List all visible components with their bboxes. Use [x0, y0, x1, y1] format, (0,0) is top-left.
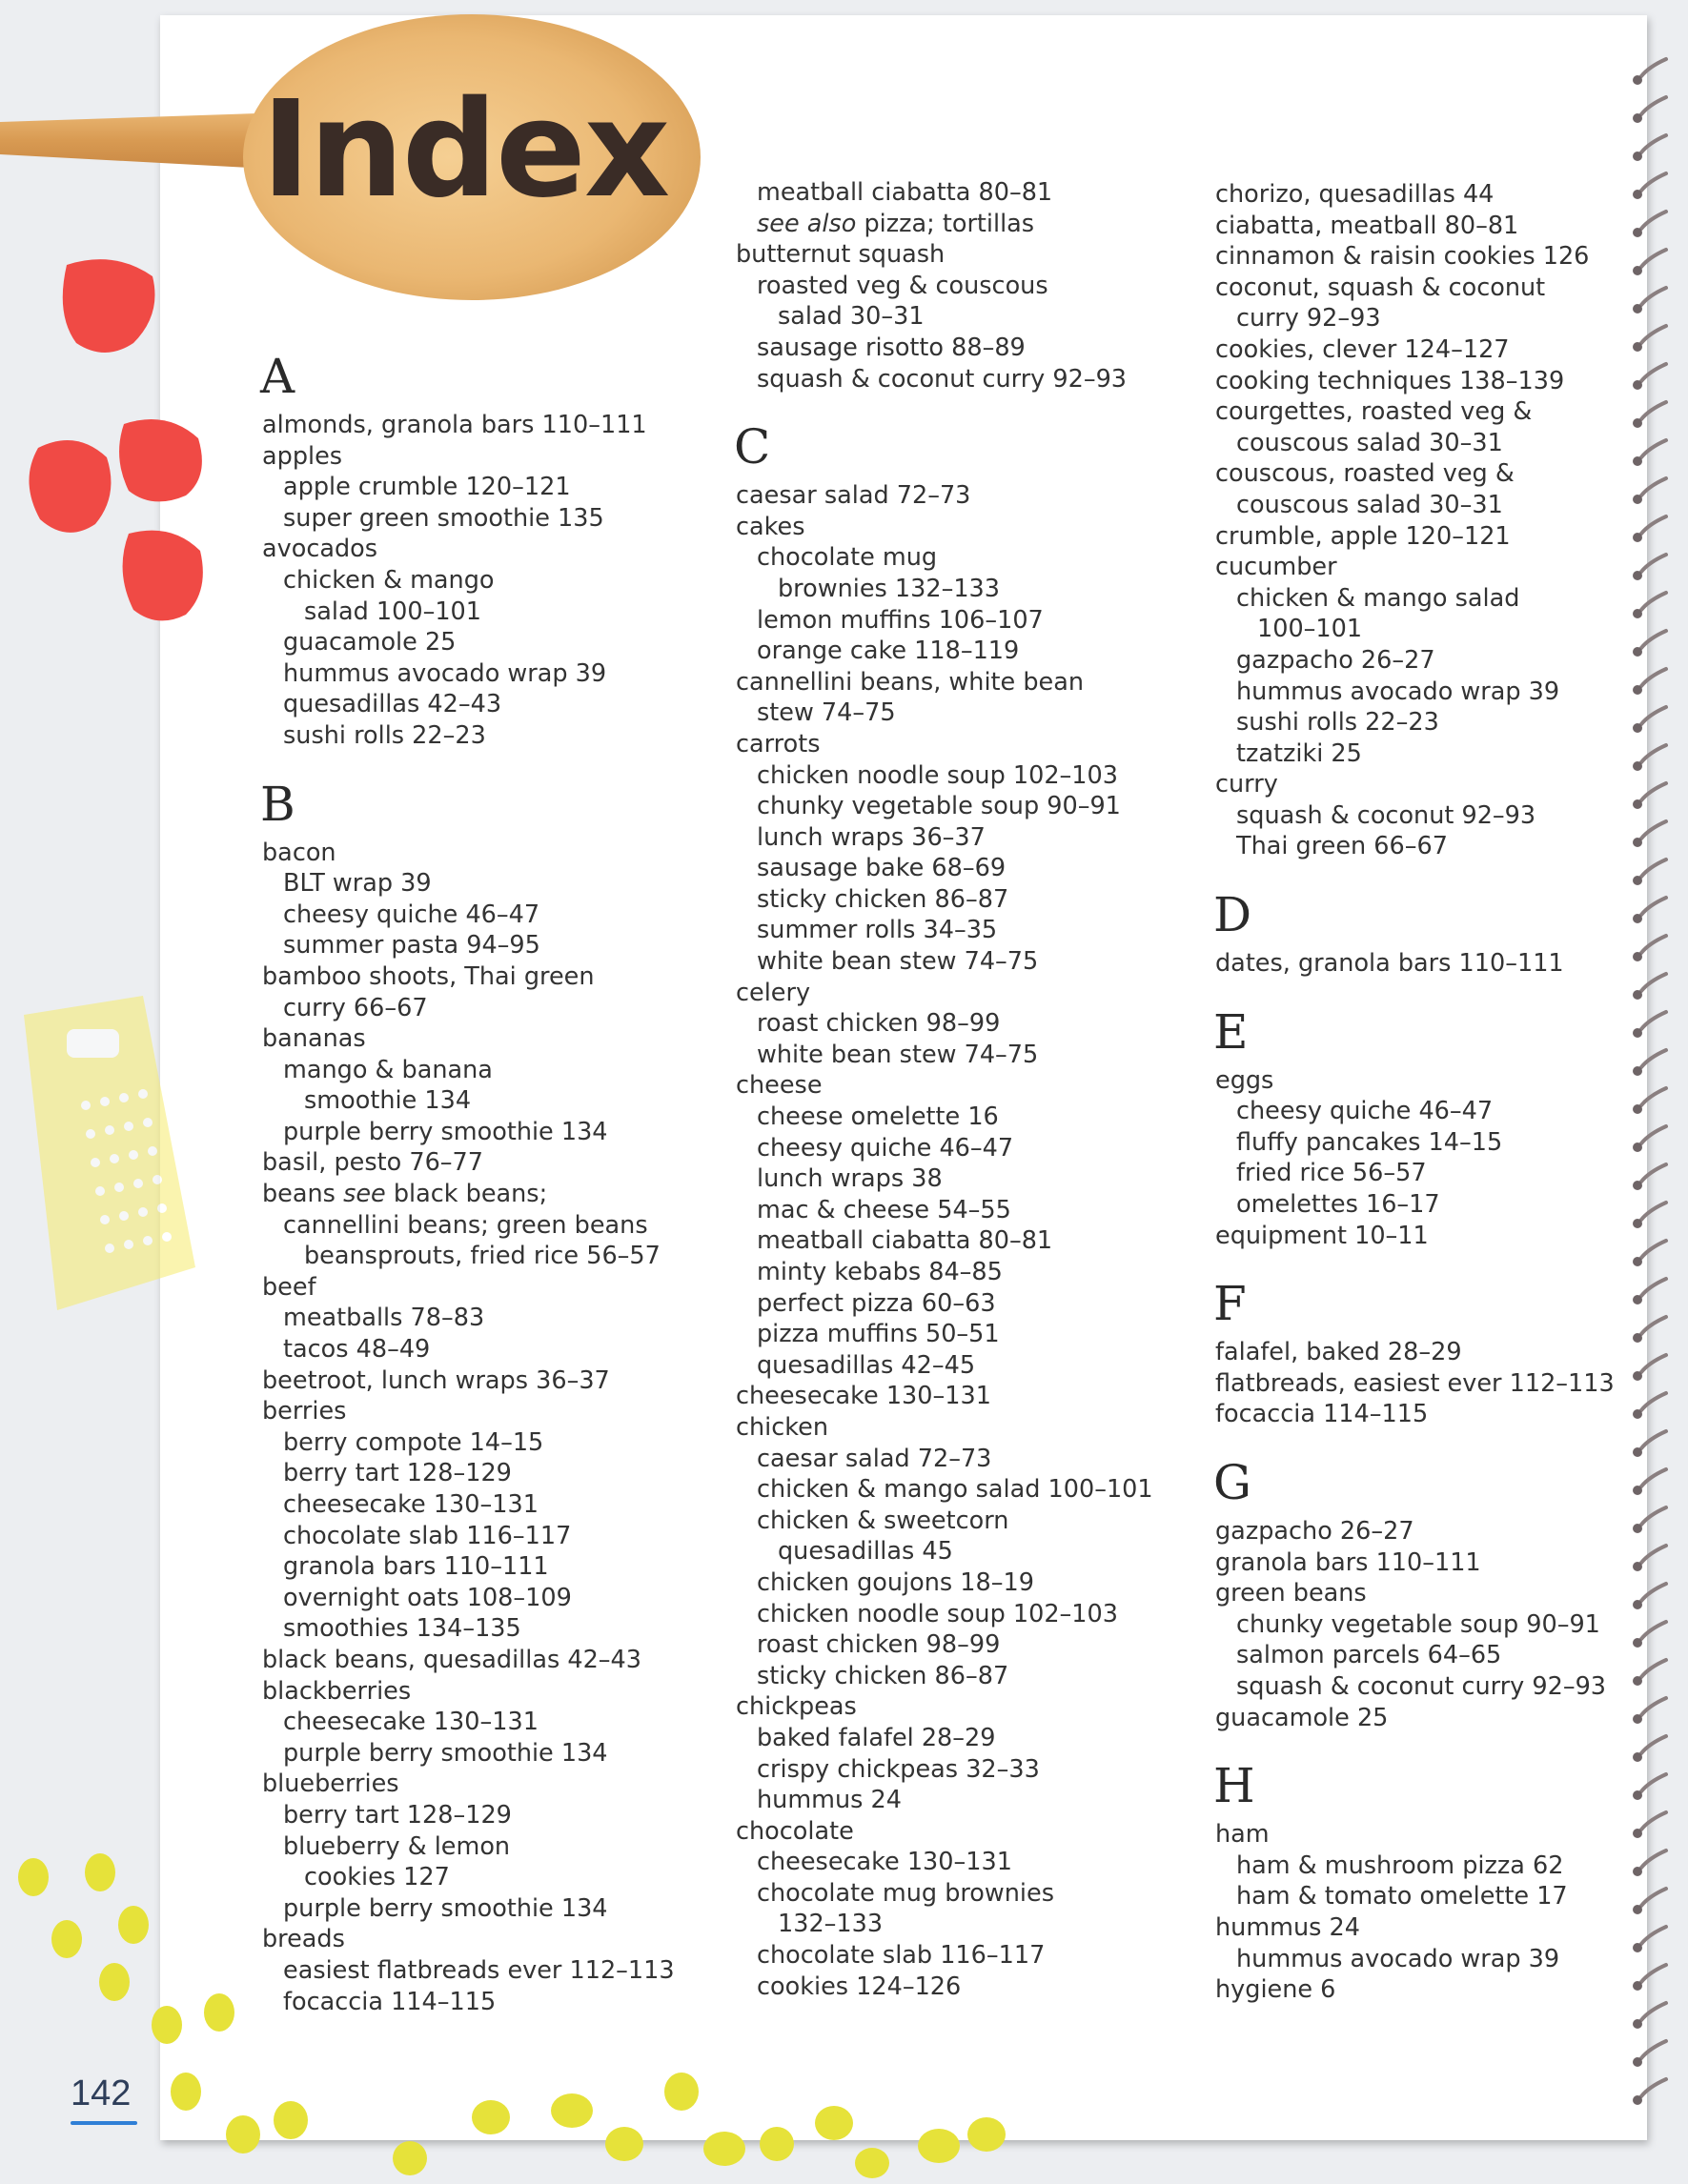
- index-entry: fluffy pancakes 14–15: [1236, 1127, 1503, 1157]
- index-entry: crispy chickpeas 32–33: [757, 1754, 1040, 1784]
- index-entry: coconut, squash & coconut: [1215, 273, 1546, 302]
- index-entry: bacon: [262, 838, 336, 867]
- index-entry: curry: [1215, 770, 1278, 799]
- index-entry: [736, 209, 1184, 240]
- index-entry: hummus 24: [757, 1786, 903, 1815]
- index-entry: brownies 132–133: [778, 574, 1000, 603]
- index-column-3: [1215, 179, 1616, 2006]
- index-entry: focaccia 114–115: [1215, 1400, 1429, 1429]
- index-entry: roast chicken 98–99: [757, 1630, 1001, 1660]
- index-entry: cakes: [736, 512, 805, 541]
- index-entry: butternut squash: [736, 240, 946, 270]
- index-entry: focaccia 114–115: [283, 1987, 497, 2016]
- index-column-1: [260, 349, 681, 2017]
- page-number-underline: [71, 2121, 137, 2125]
- index-entry: smoothie 134: [304, 1086, 472, 1116]
- index-entry: sushi rolls 22–23: [1236, 708, 1439, 738]
- index-entry: hummus 24: [1215, 1912, 1361, 1942]
- index-entry: cheesecake 130–131: [283, 1490, 539, 1519]
- index-entry: dates, granola bars 110–111: [1215, 949, 1564, 979]
- index-entry: equipment 10–11: [1215, 1221, 1429, 1250]
- index-column-2: [736, 177, 1184, 2002]
- index-entry: BLT wrap 39: [283, 869, 432, 899]
- index-entry: granola bars 110–111: [283, 1552, 549, 1582]
- index-entry: curry 66–67: [283, 993, 428, 1022]
- index-entry: 100–101: [1257, 615, 1363, 644]
- index-entry: cookies 124–126: [757, 1972, 962, 2001]
- index-entry: perfect pizza 60–63: [757, 1288, 996, 1318]
- grater-icon: [24, 996, 195, 1310]
- section-letter-g: G: [1213, 1455, 1251, 1510]
- index-entry: chocolate slab 116–117: [757, 1941, 1046, 1971]
- index-entry: beansprouts, fried rice 56–57: [304, 1242, 661, 1271]
- index-entry: bamboo shoots, Thai green: [262, 961, 595, 991]
- index-entry: hummus avocado wrap 39: [1236, 677, 1560, 706]
- index-entry: crumble, apple 120–121: [1215, 521, 1511, 551]
- index-entry: ham & tomato omelette 17: [1236, 1882, 1568, 1911]
- index-entry: cannellini beans; green beans: [283, 1210, 648, 1240]
- index-entry: roast chicken 98–99: [757, 1009, 1001, 1039]
- index-entry: purple berry smoothie 134: [283, 1893, 608, 1923]
- index-entry: cheesecake 130–131: [736, 1382, 991, 1411]
- index-entry: gazpacho 26–27: [1215, 1517, 1414, 1546]
- index-entry: guacamole 25: [283, 628, 457, 657]
- index-entry: chocolate: [736, 1816, 854, 1846]
- index-entry: stew 74–75: [757, 698, 896, 728]
- index-entry: cheese omelette 16: [757, 1102, 999, 1132]
- index-entry: cucumber: [1215, 553, 1337, 582]
- index-entry: chicken & mango salad: [1236, 583, 1520, 613]
- index-entry: carrots: [736, 729, 821, 758]
- index-entry: lemon muffins 106–107: [757, 605, 1044, 635]
- index-entry: basil, pesto 76–77: [262, 1148, 483, 1178]
- index-entry: cheesy quiche 46–47: [1236, 1097, 1494, 1126]
- index-entry: chicken & sweetcorn: [757, 1506, 1009, 1535]
- index-entry: blueberry & lemon: [283, 1831, 511, 1861]
- index-entry: summer pasta 94–95: [283, 931, 540, 961]
- index-entry: super green smoothie 135: [283, 503, 604, 533]
- index-entry: ham & mushroom pizza 62: [1236, 1850, 1564, 1880]
- index-entry: omelettes 16–17: [1236, 1190, 1440, 1220]
- index-entry: orange cake 118–119: [757, 637, 1020, 666]
- index-entry: cheesecake 130–131: [757, 1848, 1012, 1877]
- index-entry: falafel, baked 28–29: [1215, 1338, 1462, 1367]
- index-entry: blackberries: [262, 1676, 412, 1706]
- index-entry: squash & coconut curry 92–93: [1236, 1671, 1607, 1701]
- entry-term: beans: [262, 1180, 344, 1209]
- index-entry: salad 30–31: [778, 302, 925, 332]
- index-entry: avocados: [262, 535, 378, 564]
- index-entry: tacos 48–49: [283, 1335, 431, 1365]
- index-entry: caesar salad 72–73: [757, 1444, 992, 1473]
- index-entry: green beans: [1215, 1579, 1367, 1608]
- index-entry: purple berry smoothie 134: [283, 1117, 608, 1146]
- see-reference: see: [343, 1180, 386, 1209]
- section-letter-e: E: [1213, 1003, 1249, 1060]
- index-entry: chicken & mango salad 100–101: [757, 1475, 1153, 1505]
- index-entry: chunky vegetable soup 90–91: [757, 792, 1121, 821]
- index-entry: chunky vegetable soup 90–91: [1236, 1609, 1600, 1639]
- index-entry: lunch wraps 36–37: [757, 822, 986, 852]
- index-entry: sticky chicken 86–87: [757, 1661, 1009, 1690]
- index-entry: sticky chicken 86–87: [757, 884, 1009, 914]
- index-entry: cookies, clever 124–127: [1215, 334, 1510, 364]
- index-entry: squash & coconut 92–93: [1236, 800, 1536, 830]
- index-entry: tzatziki 25: [1236, 738, 1362, 768]
- index-entry: black beans, quesadillas 42–43: [262, 1645, 642, 1674]
- see-target: pizza; tortillas: [856, 209, 1035, 238]
- index-entry: salad 100–101: [304, 597, 482, 626]
- index-entry: almonds, granola bars 110–111: [262, 411, 647, 439]
- index-entry: couscous, roasted veg &: [1215, 459, 1515, 489]
- index-entry: chicken noodle soup 102–103: [757, 1599, 1118, 1628]
- index-entry: ham: [1215, 1820, 1270, 1850]
- section-letter-d: D: [1213, 887, 1252, 943]
- index-entry: apple crumble 120–121: [283, 473, 571, 502]
- index-entry: chicken & mango: [283, 565, 495, 595]
- index-entry: chickpeas: [736, 1692, 857, 1722]
- index-entry: couscous salad 30–31: [1236, 428, 1503, 457]
- index-entry: 132–133: [778, 1910, 884, 1939]
- index-entry: cookies 127: [304, 1863, 450, 1892]
- index-entry: roasted veg & couscous: [757, 271, 1048, 300]
- index-entry: white bean stew 74–75: [757, 947, 1039, 977]
- index-entry: easiest flatbreads ever 112–113: [283, 1955, 675, 1985]
- page-number: 142: [71, 2073, 132, 2113]
- index-entry: minty kebabs 84–85: [757, 1258, 1003, 1286]
- index-entry: meatball ciabatta 80–81: [757, 1226, 1053, 1256]
- index-entry: cannellini beans, white bean: [736, 667, 1084, 697]
- index-entry: Thai green 66–67: [1236, 832, 1448, 861]
- see-reference: see also: [757, 209, 857, 238]
- section-letter-b: B: [260, 776, 295, 832]
- index-entry: celery: [736, 978, 811, 1007]
- index-entry: couscous salad 30–31: [1236, 490, 1503, 519]
- index-entry: apples: [262, 441, 343, 471]
- index-entry: pizza muffins 50–51: [757, 1320, 1000, 1349]
- index-entry: purple berry smoothie 134: [283, 1738, 608, 1768]
- index-entry: flatbreads, easiest ever 112–113: [1215, 1368, 1615, 1398]
- index-entry: summer rolls 34–35: [757, 916, 998, 945]
- index-entry: berry tart 128–129: [283, 1459, 512, 1488]
- index-entry: hummus avocado wrap 39: [1236, 1944, 1560, 1973]
- index-entry: cheesy quiche 46–47: [757, 1133, 1014, 1163]
- index-entry: chicken goujons 18–19: [757, 1567, 1034, 1597]
- index-entry: meatball ciabatta 80–81: [757, 178, 1053, 207]
- index-entry: smoothies 134–135: [283, 1614, 521, 1644]
- index-entry: overnight oats 108–109: [283, 1583, 572, 1612]
- index-entry: caesar salad 72–73: [736, 481, 971, 511]
- index-entry: chorizo, quesadillas 44: [1215, 180, 1495, 209]
- index-entry: mac & cheese 54–55: [757, 1195, 1011, 1224]
- raspberry-icon: [29, 259, 202, 620]
- index-entry: gazpacho 26–27: [1236, 645, 1435, 675]
- section-letter-h: H: [1213, 1758, 1255, 1814]
- section-letter-c: C: [734, 419, 771, 475]
- index-entry: quesadillas 42–43: [283, 690, 502, 719]
- section-letter-f: F: [1213, 1276, 1247, 1332]
- index-entry: breads: [262, 1925, 345, 1954]
- index-entry: beetroot, lunch wraps 36–37: [262, 1365, 610, 1395]
- index-entry: cheesecake 130–131: [283, 1708, 539, 1737]
- index-entry: cooking techniques 138–139: [1215, 366, 1565, 395]
- index-entry: curry 92–93: [1236, 304, 1381, 334]
- index-entry: berry tart 128–129: [283, 1800, 512, 1830]
- index-entry: chicken: [736, 1412, 828, 1442]
- index-entry: sausage bake 68–69: [757, 854, 1007, 883]
- index-entry: quesadillas 45: [778, 1537, 953, 1567]
- index-entry: lunch wraps 38: [757, 1164, 943, 1194]
- index-entry: courgettes, roasted veg &: [1215, 397, 1533, 427]
- index-entry: quesadillas 42–45: [757, 1350, 976, 1380]
- index-entry: [262, 1179, 681, 1210]
- index-entry: granola bars 110–111: [1215, 1547, 1481, 1577]
- index-entry: beef: [262, 1272, 316, 1302]
- page-title: Index: [261, 72, 669, 228]
- section-letter-a: A: [260, 349, 295, 404]
- index-entry: meatballs 78–83: [283, 1304, 485, 1333]
- index-entry: mango & banana: [283, 1055, 493, 1084]
- index-entry: cinnamon & raisin cookies 126: [1215, 242, 1590, 272]
- index-entry: chocolate mug brownies: [757, 1878, 1054, 1908]
- index-entry: bananas: [262, 1024, 366, 1054]
- index-entry: fried rice 56–57: [1236, 1159, 1427, 1188]
- index-entry: squash & coconut curry 92–93: [757, 364, 1128, 394]
- index-entry: berries: [262, 1397, 347, 1426]
- index-entry: white bean stew 74–75: [757, 1040, 1039, 1069]
- index-entry: chicken noodle soup 102–103: [757, 760, 1118, 790]
- index-entry: salmon parcels 64–65: [1236, 1641, 1502, 1670]
- index-entry: hummus avocado wrap 39: [283, 658, 607, 688]
- index-entry: chocolate mug: [757, 543, 938, 573]
- index-entry: blueberries: [262, 1769, 399, 1799]
- index-entry: chocolate slab 116–117: [283, 1521, 572, 1550]
- index-entry: eggs: [1215, 1065, 1274, 1095]
- index-entry: sushi rolls 22–23: [283, 720, 486, 750]
- index-entry: baked falafel 28–29: [757, 1723, 996, 1752]
- see-target: black beans;: [385, 1180, 548, 1209]
- index-entry: guacamole 25: [1215, 1703, 1389, 1732]
- index-entry: ciabatta, meatball 80–81: [1215, 211, 1519, 240]
- index-entry: cheesy quiche 46–47: [283, 900, 540, 929]
- index-entry: hygiene 6: [1215, 1975, 1336, 2005]
- index-entry: cheese: [736, 1071, 823, 1101]
- index-entry: berry compote 14–15: [283, 1427, 544, 1457]
- spiral-binding: [1620, 38, 1688, 2134]
- index-entry: sausage risotto 88–89: [757, 333, 1026, 362]
